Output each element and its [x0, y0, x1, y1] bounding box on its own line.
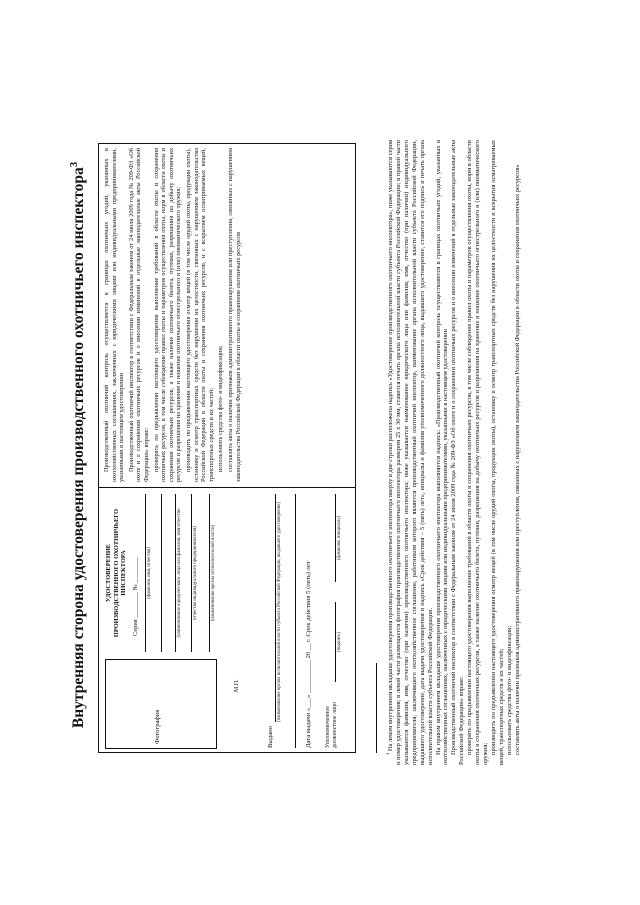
issuer-line-2 — [295, 494, 296, 748]
page-title: Внутренняя сторона удостоверения производственного охотничьего инспектора$^3$ — [68, 161, 88, 729]
number-label: № — [131, 584, 139, 591]
certificate-heading — [105, 492, 139, 654]
caption-issuer: (наименование органа исполнительной власти субъекта Российской Федерации, выдавшего удостоверение) — [277, 502, 282, 722]
footnote-paragraph: Производственный охотничий инспектор в соответствии с Федеральным законом от 24 июля 2009 года № 209-ФЗ «Об охоте и о сохранении охотничьих ресурсов и о внесении изменений в отдельные законодательные акты Российской Федерации» вправе: — [450, 140, 466, 765]
footnote-separator — [376, 663, 377, 753]
footnote-ref: 3 — [68, 161, 80, 168]
footnotes — [384, 140, 522, 765]
fio2-line — [335, 494, 336, 582]
caption-sign: (подпись) — [337, 632, 342, 652]
fio-line — [145, 494, 146, 652]
caption-fio: (фамилия, имя, отчество) — [147, 547, 152, 599]
heading-line-1: УДОСТОВЕРЕНИЕ — [105, 543, 112, 603]
issued-label: Выдано — [267, 726, 274, 748]
certificate-spread — [98, 143, 356, 753]
org2-line — [209, 494, 210, 652]
caption-fio2: (фамилия, инициалы) — [337, 515, 342, 561]
ip-line — [191, 494, 192, 652]
series-label: Серия — [131, 619, 139, 636]
footnote-number: 3 — [385, 752, 390, 755]
right-paragraph: использовать средства фото- и видеофиксации; — [217, 345, 225, 472]
caption-ip: отчество индивидуального предпринимателя) — [193, 526, 198, 620]
series-number-row: Серия ________ № ________ — [131, 557, 139, 636]
footnote-paragraph — [384, 140, 435, 765]
footnote-text: На левом внутреннем вкладыше удостоверения производственного охотничьего инспектора вверху в две строки расположена надпись «Удостоверение производственного охотничьего инспектора», ниже указываются серия и номер удостоверения; в левой части размещается фотография производственного охотничьего инспектора размером 25 x 30 мм, ставится печать органа исполнительной власти субъекта Российской Федерации; в правой части указываются фамилия, имя, отчество (при наличии) производственного охотничьего инспектора; ниже указывается наименование юридического лица или фамилия, имя, отчество (при наличии) индивидуального предпринимателя, заключившего охотхозяйственное соглашение, работником которого является производственный охотничий инспектор, наименование органа исполнительной власти субъекта Российской Федерации, выдавшего удостоверение, дата выдачи удостоверения и надпись «Срок действия – 5 (пять) лет», инициалы и фамилия уполномоченного должностного лица, выдавшего удостоверение, ставится его подпись и печать органа исполнительной власти субъекта Российской Федерации. — [387, 139, 434, 765]
sign-line — [335, 602, 336, 682]
issued-line — [275, 494, 276, 722]
footnote-paragraph: На правом внутреннем вкладыше удостоверения производственного охотничьего инспектора выполняется надпись: «Производственный охотничий контроль осуществляется в границах охотничьих угодий, указанных в охотхозяйственных соглашениях, заключенных с юридическими лицами или индивидуальными предпринимателями, указанными в настоящем удостоверении — [434, 140, 450, 765]
footnote-paragraph: производить по предъявлении настоящего удостоверения осмотр вещей (в том числе орудий охоты, продукции охоты), остановку и осмотр транспортных средств без нарушения их целостности и вскрытия осматриваемых вещей, транспортных средств и их частей; — [489, 140, 505, 765]
right-paragraph: производить по предъявлении настоящего удостоверения осмотр вещей (в том числе орудий охоты, продукции охоты), остановку и осмотр транспортных средств без нарушения их целостности, связанных с нарушением законодательства Российской Федерации в области охоты и сохранения охотничьих ресурсов, и с вскрытием осматриваемых вещей, транспортных средств и их частей; — [184, 148, 215, 482]
fio-line-2 — [161, 494, 162, 652]
certificate-right-insert — [103, 148, 244, 482]
footnote-paragraph: проверять по предъявлении настоящего удостоверения выполнение требований в области охоты и сохранения охотничьих ресурсов, в том числе соблюдение правил охоты и параметров осуществления охоты, норм в области охоты и сохранения охотничьих ресурсов, а также наличие охотничьего билета, путевки, разрешения на добычу охотничьих ресурсов и разрешения на хранение и ношение охотничьего огнестрельного и (или) пневматического оружия; — [466, 140, 490, 765]
certificate-left-insert — [99, 487, 355, 752]
footnote-paragraph: составлять акты о наличии признаков административного правонарушения или преступления, связанных с нарушением законодательства Российской Федерации в области охоты и сохранения охотничьих ресурсов» — [513, 164, 521, 755]
right-paragraph: составлять акты о наличии признаков административного правонарушения или преступления, связанных с нарушением законодательства Российской Федерации в области охоты и сохранения охотничьих ресурсов — [226, 148, 242, 482]
photo-box — [105, 659, 217, 749]
caption-org2: (наименование органа исполнительной власти) — [211, 524, 216, 622]
stamp-mark: М.П. — [234, 679, 240, 692]
right-paragraph: Производственный охотничий контроль осуществляется в границах охотничьих угодий, указанных в охотхозяйственных соглашениях, заключенных с юридическими лицами или индивидуальными предпринимателями, указанными в настоящем удостоверении — [103, 148, 126, 482]
photo-label: Фотография — [154, 709, 161, 744]
date-row: Дата выдачи «___» __________ 20 __ г. Срок действия 5 (пять) лет — [305, 561, 312, 748]
caption-org: (наименование юридического лица или фамилия, имя отчество — [177, 508, 182, 638]
footnote-paragraph: использовать средства фото- и видеофиксации; — [505, 625, 513, 755]
heading-line-2: ПРОИЗВОДСТВЕННОГО ОХОТНИЧЬЕГО ИНСПЕКТОРА — [112, 508, 128, 638]
right-paragraph: Производственный охотничий инспектор в соответствии с Федеральным законом от 24 июля 2009 года № 209-ФЗ «Об охоте и о сохранении охотничьих ресурсов и о внесении изменений в отдельные законодательные акты Российской Федерации» вправе: — [127, 148, 150, 482]
right-paragraph: проверять по предъявлении настоящего удостоверения выполнение требований в области охоты и сохранения охотничьих ресурсов, в том числе соблюдение правил охоты и параметров осуществления охоты, норм в области охоты и сохранения охотничьих ресурсов, а также наличие охотничьего билета, путевки, разрешения на добычу охотничьих ресурсов и разрешения на хранение и ношение охотничьего огнестрельного и (или) пневматического оружия; — [152, 148, 183, 482]
org-line — [175, 494, 176, 652]
official-label: Уполномоченное должностное лицо — [325, 701, 338, 748]
